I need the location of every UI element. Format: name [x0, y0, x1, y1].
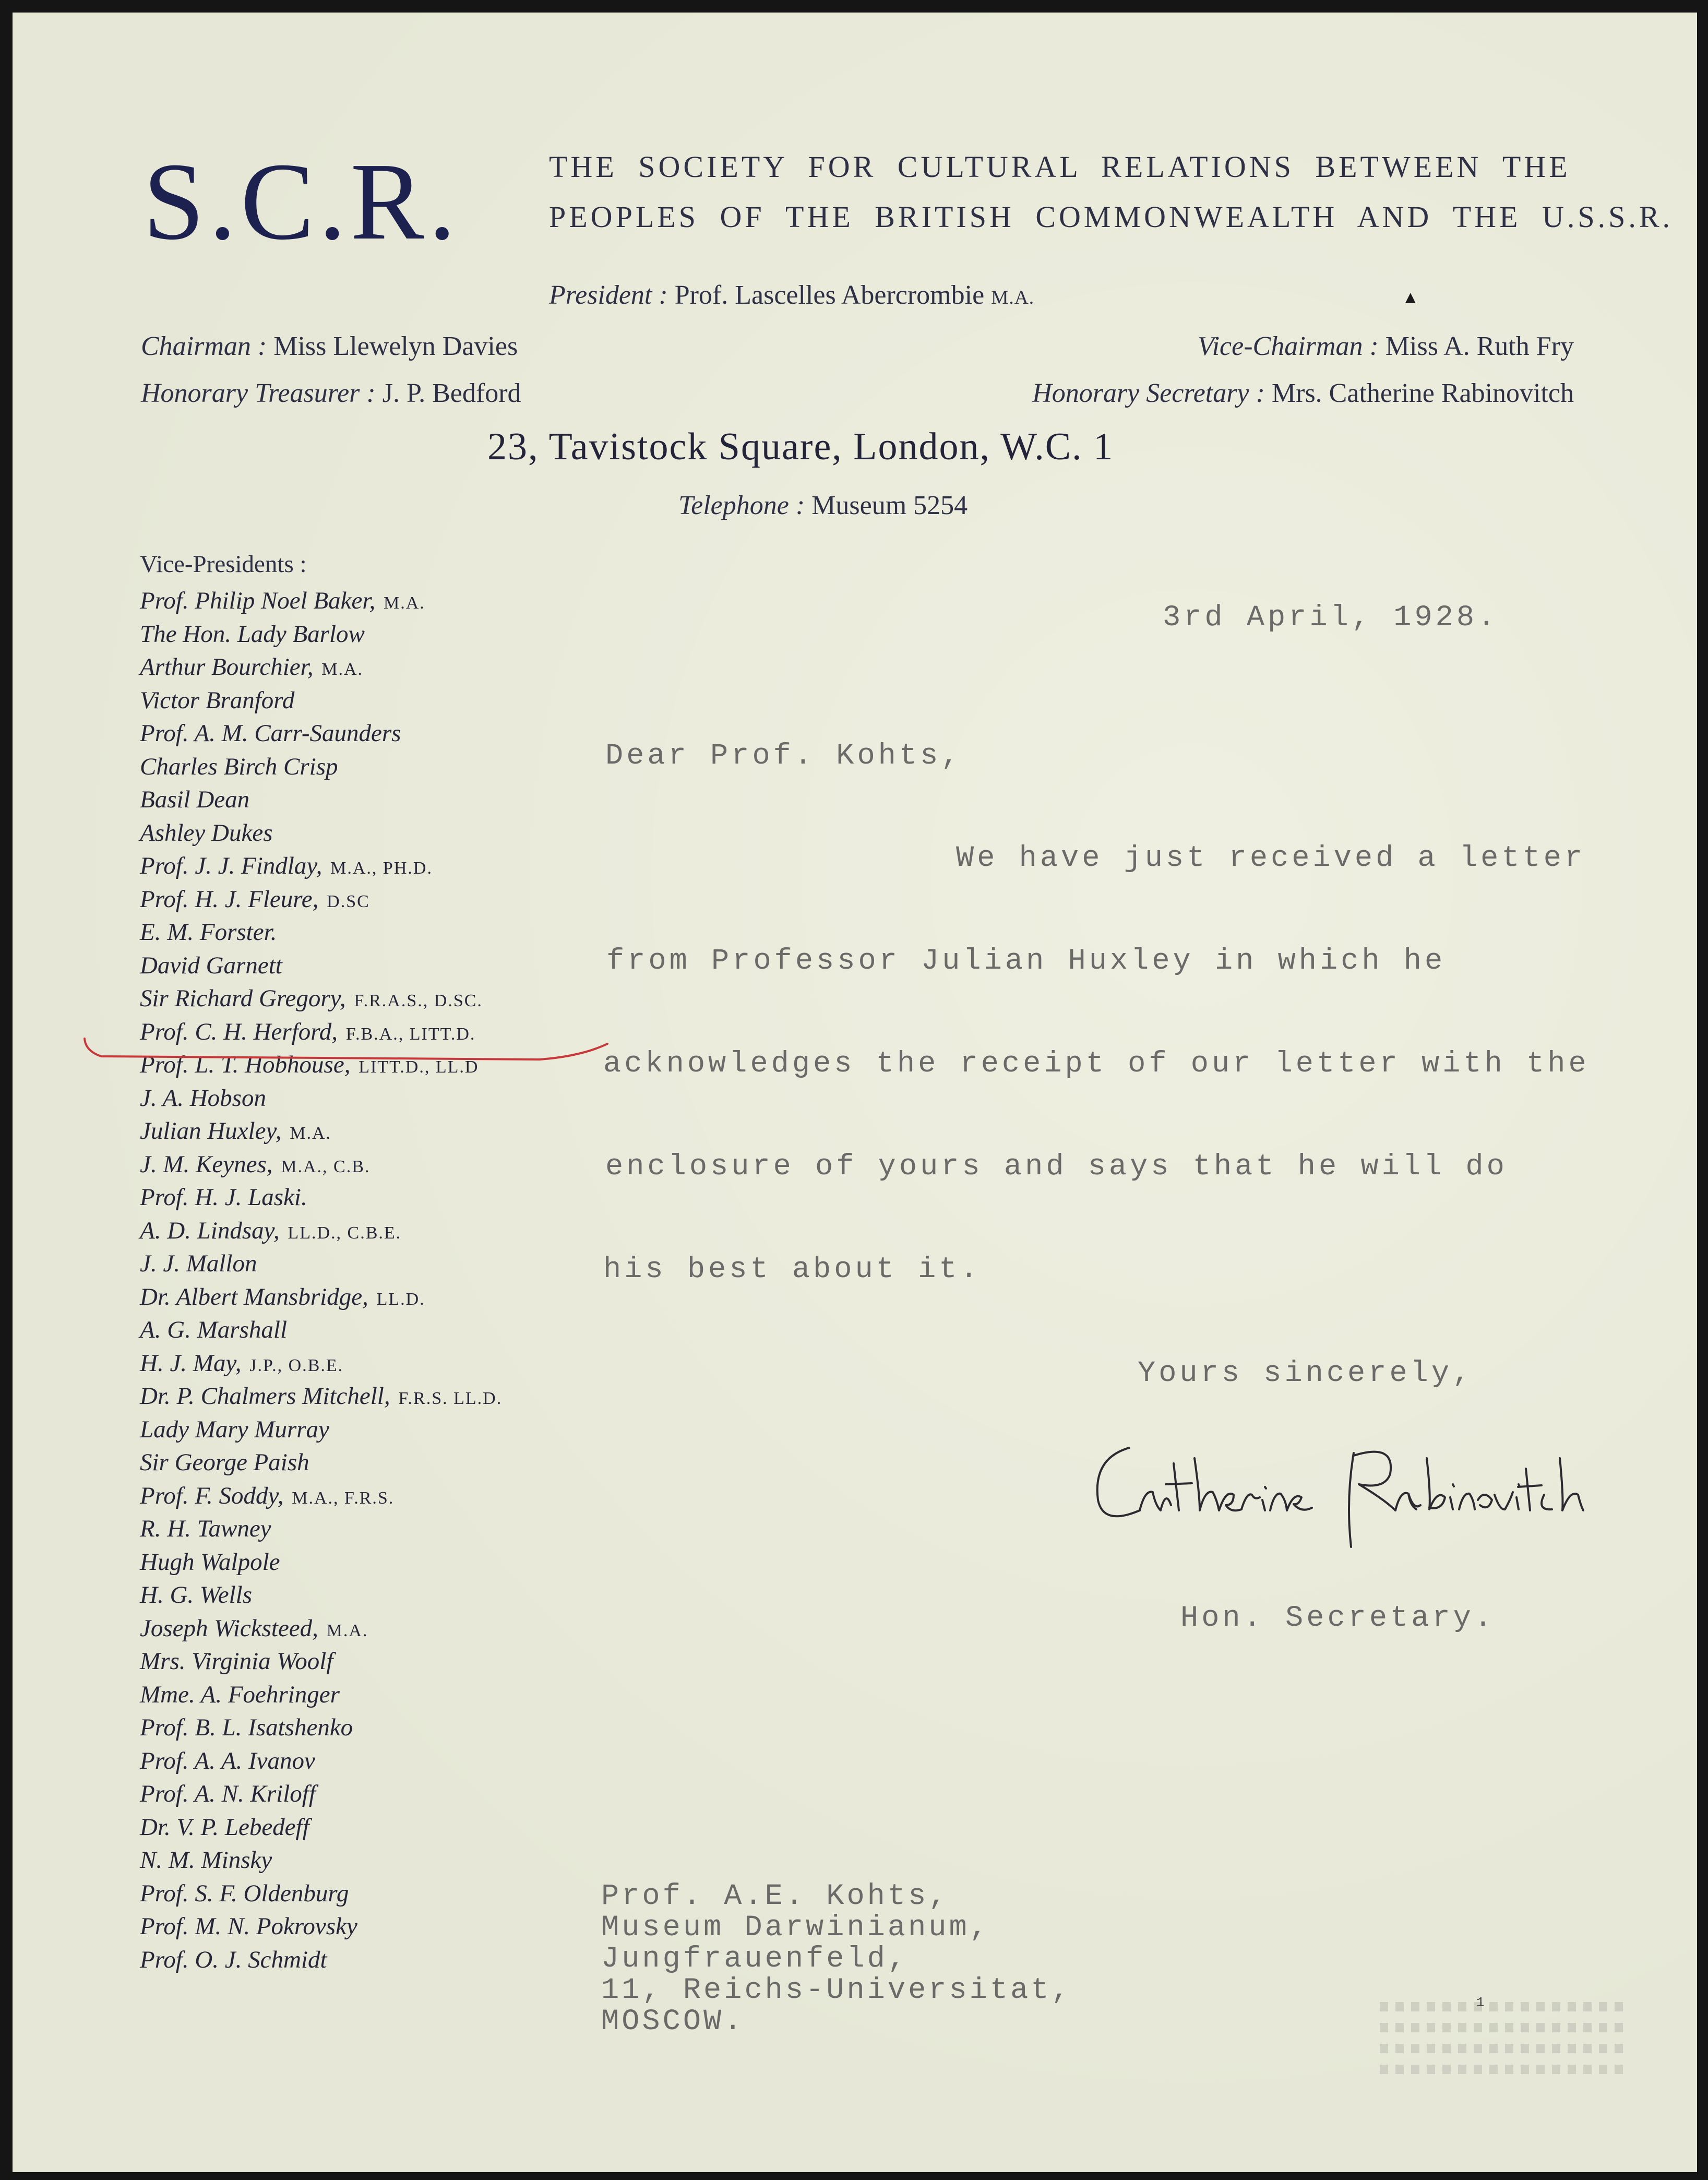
vice-president-name: Prof. C. H. Herford,: [140, 1018, 338, 1045]
vice-president-name: Prof. S. F. Oldenburg: [140, 1879, 349, 1907]
vice-president-entry: [140, 1711, 502, 1745]
vice-president-name: R. H. Tawney: [140, 1515, 271, 1542]
president-degree: M.A.: [991, 287, 1035, 308]
vice-president-entry: [140, 618, 502, 651]
letter-page: [13, 13, 1697, 2172]
vice-president-name: David Garnett: [140, 951, 282, 979]
vice-president-name: Charles Birch Crisp: [140, 753, 338, 780]
vice-president-entry: [140, 1612, 502, 1646]
president-name: Prof. Lascelles Abercrombie: [674, 280, 985, 310]
vice-president-entry: [140, 651, 502, 684]
recipient-address-line: Museum Darwinianum,: [601, 1911, 990, 1945]
vice-president-name: Ashley Dukes: [140, 819, 273, 847]
body-line: We have just received a letter: [956, 842, 1586, 875]
signer-title: Hon. Secretary.: [1180, 1602, 1496, 1635]
vice-president-entry: [140, 1380, 502, 1413]
vice-president-entry: [140, 1115, 502, 1148]
secretary-name: Mrs. Catherine Rabinovitch: [1271, 378, 1574, 408]
vice-president-entry: [140, 1512, 502, 1546]
vice-president-name: Prof. J. J. Findlay,: [140, 852, 323, 879]
vice-president-entry: [140, 1181, 502, 1214]
vice-presidents-list: [140, 585, 502, 1976]
vice-president-entry: [140, 883, 502, 916]
vice-president-entry: [140, 585, 502, 618]
treasurer-label: Honorary Treasurer :: [141, 378, 376, 408]
recipient-address-line: 11, Reichs-Universitat,: [601, 1974, 1072, 2007]
society-address: 23, Tavistock Square, London, W.C. 1: [487, 425, 1114, 468]
vice-president-name: Prof. H. J. Fleure,: [140, 885, 319, 913]
vice-president-name: Victor Branford: [140, 686, 295, 714]
letter-date: 3rd April, 1928.: [1163, 601, 1499, 635]
vice-president-entry: [140, 817, 502, 850]
vice-president-name: Hugh Walpole: [140, 1548, 280, 1576]
vice-president-name: Sir George Paish: [140, 1449, 309, 1476]
body-line: enclosure of yours and says that he will do: [605, 1150, 1508, 1184]
vice-president-entry: [140, 684, 502, 718]
vice-president-entry: [140, 751, 502, 784]
vice-president-name: E. M. Forster.: [140, 919, 277, 946]
closing: Yours sincerely,: [1138, 1357, 1474, 1390]
vice-president-name: Prof. A. A. Ivanov: [140, 1747, 315, 1774]
vice-president-degrees: M.A., F.R.S.: [292, 1488, 395, 1508]
vice-president-entry: [140, 1480, 502, 1513]
vice-president-name: Arthur Bourchier,: [140, 653, 314, 681]
chairman-name: Miss Llewelyn Davies: [273, 331, 518, 361]
handwritten-signature: [1082, 1427, 1594, 1563]
recipient-address-line: Jungfrauenfeld,: [601, 1943, 909, 1976]
vice-president-entry: [140, 1214, 502, 1248]
vice-president-name: Dr. P. Chalmers Mitchell,: [140, 1383, 390, 1410]
vice-president-degrees: J.P., O.B.E.: [249, 1355, 344, 1375]
ink-speck: ▲: [1402, 288, 1419, 307]
vice-president-entry: [140, 1811, 502, 1844]
vice-president-name: H. G. Wells: [140, 1581, 252, 1609]
vice-president-entry: [140, 1413, 502, 1447]
vice-chairman-line: [1198, 331, 1574, 362]
stamp-number: 1: [1476, 1995, 1485, 2010]
vice-president-degrees: M.A.: [321, 660, 364, 679]
body-line: acknowledges the receipt of our letter with the: [603, 1047, 1590, 1081]
red-pencil-underline: [80, 1035, 613, 1072]
vice-president-name: J. M. Keynes,: [140, 1150, 273, 1178]
vice-president-degrees: M.A., PH.D.: [330, 859, 433, 878]
vice-president-name: Prof. A. N. Kriloff: [140, 1780, 316, 1807]
vice-president-entry: [140, 1247, 502, 1281]
vice-president-entry: [140, 1281, 502, 1314]
vice-president-entry: [140, 949, 502, 983]
vice-president-entry: [140, 982, 502, 1016]
vice-president-entry: [140, 1910, 502, 1944]
vice-president-entry: [140, 850, 502, 883]
vice-president-entry: [140, 1877, 502, 1911]
vice-president-degrees: F.B.A., LITT.D.: [345, 1024, 476, 1044]
scr-logo: S.C.R.: [143, 140, 460, 263]
vice-president-name: Prof. A. M. Carr-Saunders: [140, 720, 401, 747]
vice-president-entry: [140, 916, 502, 949]
vice-president-name: Prof. H. J. Laski.: [140, 1184, 307, 1211]
vice-president-entry: [140, 1745, 502, 1778]
vice-president-name: The Hon. Lady Barlow: [140, 620, 365, 648]
body-line: from Professor Julian Huxley in which he: [606, 945, 1446, 978]
vice-president-entry: [140, 1347, 502, 1380]
treasurer-line: [141, 378, 521, 409]
vice-president-entry: [140, 1778, 502, 1811]
vice-president-entry: [140, 1844, 502, 1877]
vice-president-entry: [140, 717, 502, 751]
salutation: Dear Prof. Kohts,: [605, 740, 962, 773]
vice-president-name: Prof. B. L. Isatshenko: [140, 1714, 353, 1741]
vice-president-name: Basil Dean: [140, 786, 250, 813]
recipient-address-line: Prof. A.E. Kohts,: [601, 1880, 949, 1913]
recipient-address: [601, 1881, 1072, 2038]
vice-president-name: Prof. L. T. Hobhouse,: [140, 1051, 351, 1078]
vice-president-degrees: M.A.: [290, 1124, 332, 1143]
vice-president-name: Mrs. Virginia Woolf: [140, 1648, 333, 1675]
vice-president-name: J. A. Hobson: [140, 1084, 266, 1112]
vice-chairman-name: Miss A. Ruth Fry: [1385, 331, 1574, 361]
secretary-label: Honorary Secretary :: [1032, 378, 1265, 408]
telephone-number: Museum 5254: [811, 491, 968, 520]
vice-president-degrees: D.SC: [327, 891, 370, 911]
vice-chairman-label: Vice-Chairman :: [1197, 331, 1379, 361]
recipient-address-line: MOSCOW.: [601, 2005, 745, 2039]
vice-president-degrees: F.R.S. LL.D.: [398, 1389, 503, 1408]
vice-presidents-heading: Vice-Presidents :: [140, 551, 307, 578]
honorary-secretary-line: [1032, 378, 1574, 409]
vice-president-name: Julian Huxley,: [140, 1117, 282, 1145]
vice-president-name: Joseph Wicksteed,: [140, 1614, 318, 1642]
vice-president-entry: [140, 1645, 502, 1678]
vice-president-entry: [140, 1678, 502, 1712]
vice-president-degrees: LL.D.: [376, 1289, 425, 1309]
vice-president-name: Sir Richard Gregory,: [140, 985, 346, 1012]
vice-president-degrees: LL.D., C.B.E.: [288, 1223, 402, 1243]
vice-president-name: Prof. F. Soddy,: [140, 1482, 284, 1509]
vice-president-name: Lady Mary Murray: [140, 1415, 329, 1443]
vice-president-name: Dr. Albert Mansbridge,: [140, 1283, 368, 1311]
chairman-line: [141, 331, 518, 362]
vice-president-entry: [140, 1314, 502, 1347]
vice-president-entry: [140, 1546, 502, 1579]
vice-president-name: N. M. Minsky: [140, 1847, 272, 1874]
vice-president-degrees: M.A.: [326, 1621, 368, 1640]
president-line: [549, 280, 1034, 311]
vice-president-entry: [140, 1148, 502, 1182]
vice-president-entry: [140, 783, 502, 817]
vice-president-name: H. J. May,: [140, 1349, 242, 1377]
vice-president-degrees: F.R.A.S., D.SC.: [354, 991, 483, 1010]
faded-stamp: [1380, 1991, 1630, 2111]
vice-president-entry: [140, 1082, 502, 1115]
body-line: his best about it.: [603, 1253, 981, 1286]
chairman-label: Chairman :: [141, 331, 267, 361]
vice-president-name: Mme. A. Foehringer: [140, 1681, 340, 1708]
vice-president-name: Prof. Philip Noel Baker,: [140, 587, 376, 614]
vice-president-name: Prof. O. J. Schmidt: [140, 1946, 327, 1973]
treasurer-name: J. P. Bedford: [382, 378, 521, 408]
vice-president-name: A. D. Lindsay,: [140, 1217, 280, 1244]
vice-president-name: A. G. Marshall: [140, 1316, 287, 1343]
society-name-line-2: PEOPLES OF THE BRITISH COMMONWEALTH AND THE U.S.S.R.: [549, 200, 1674, 234]
vice-president-degrees: M.A., C.B.: [281, 1157, 371, 1176]
vice-president-entry: [140, 1579, 502, 1612]
telephone-line: [678, 490, 968, 521]
vice-president-name: J. J. Mallon: [140, 1250, 257, 1277]
society-name-line-1: THE SOCIETY FOR CULTURAL RELATIONS BETWEEN THE: [549, 150, 1571, 184]
vice-president-name: Prof. M. N. Pokrovsky: [140, 1913, 357, 1940]
vice-president-degrees: LITT.D., LL.D: [359, 1057, 479, 1077]
telephone-label: Telephone :: [678, 491, 805, 520]
vice-president-degrees: M.A.: [383, 593, 425, 613]
vice-president-entry: [140, 1944, 502, 1977]
vice-president-entry: [140, 1446, 502, 1480]
vice-president-name: Dr. V. P. Lebedeff: [140, 1813, 309, 1841]
president-label: President :: [549, 280, 668, 310]
